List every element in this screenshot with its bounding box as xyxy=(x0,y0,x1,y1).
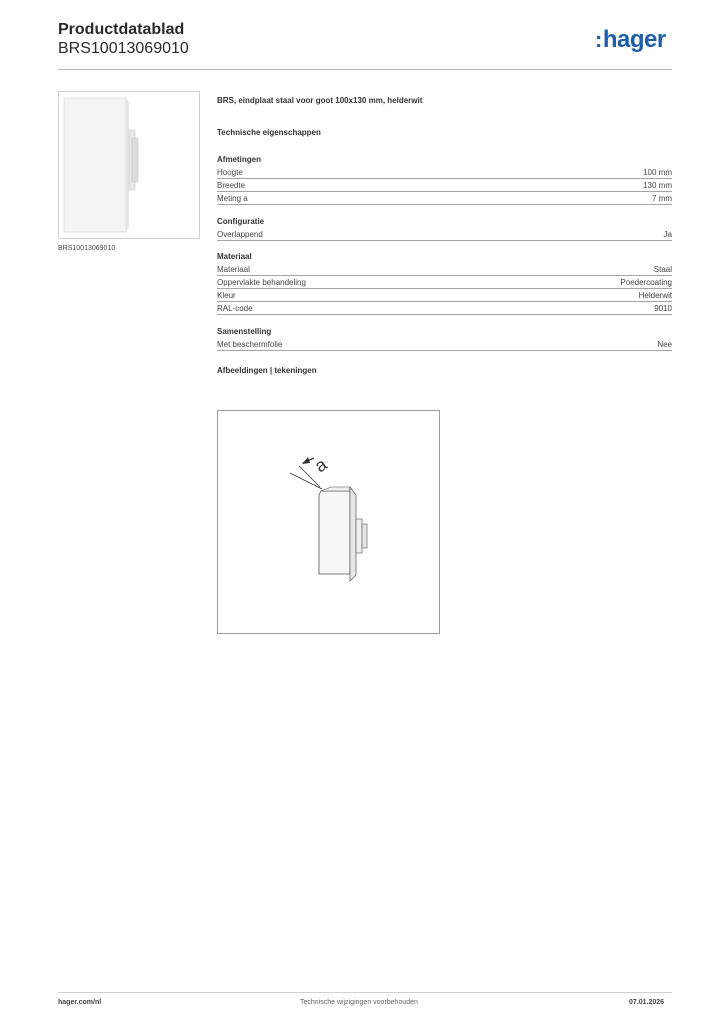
spec-row xyxy=(217,289,672,302)
section-title: Samenstelling xyxy=(217,327,272,336)
dimension-label: a xyxy=(310,454,331,477)
spec-row xyxy=(217,263,672,276)
product-code: BRS10013069010 xyxy=(58,40,189,57)
logo-text: hager xyxy=(602,26,666,53)
spec-label: RAL-code xyxy=(217,304,253,313)
spec-row xyxy=(217,166,672,179)
spec-label: Breedte xyxy=(217,181,246,190)
spec-label: Kleur xyxy=(217,291,236,300)
spec-label: Materiaal xyxy=(217,265,250,274)
spec-label: Oppervlakte behandeling xyxy=(217,278,306,287)
technical-drawing xyxy=(217,410,440,634)
footer-divider xyxy=(58,992,672,993)
drawings-heading: Afbeeldingen | tekeningen xyxy=(217,366,317,375)
footer-website-link[interactable]: hager.com/nl xyxy=(58,999,102,1006)
spec-value: Ja xyxy=(663,230,672,239)
spec-row xyxy=(217,228,672,241)
spec-row xyxy=(217,302,672,315)
spec-value: Helderwit xyxy=(638,291,672,300)
product-image-caption: BRS10013069010 xyxy=(58,245,116,252)
spec-row xyxy=(217,192,672,205)
spec-label: Hoogte xyxy=(217,168,243,177)
spec-label: Overlappend xyxy=(217,230,263,239)
footer-date: 07.01.2026 xyxy=(629,999,665,1006)
technical-heading: Technische eigenschappen xyxy=(217,128,321,137)
logo-dots-icon: : xyxy=(595,27,602,52)
section-title: Afmetingen xyxy=(217,155,261,164)
spec-row xyxy=(217,276,672,289)
product-title: BRS, eindplaat staal voor goot 100x130 mm, helderwit xyxy=(217,96,423,105)
section-materiaal xyxy=(217,251,672,315)
section-configuratie xyxy=(217,216,672,241)
product-details xyxy=(217,96,672,377)
spec-value: Nee xyxy=(657,340,672,349)
end-plate-photo-icon xyxy=(59,92,199,238)
spec-label: Met beschermfolie xyxy=(217,340,283,349)
section-samenstelling xyxy=(217,326,672,351)
footer-disclaimer: Technische wijzigingen voorbehouden xyxy=(300,999,418,1006)
section-afmetingen xyxy=(217,154,672,205)
spec-row xyxy=(217,179,672,192)
hager-logo xyxy=(595,26,666,54)
product-image xyxy=(58,91,200,239)
spec-value: Staal xyxy=(653,265,672,274)
header-divider xyxy=(58,69,672,70)
spec-value: Poedercoating xyxy=(620,278,672,287)
spec-value: 7 mm xyxy=(652,194,672,203)
spec-label: Meting a xyxy=(217,194,248,203)
page-title: Productdatablad xyxy=(58,21,185,38)
spec-value: 9010 xyxy=(654,304,672,313)
section-title: Configuratie xyxy=(217,217,265,226)
spec-value: 100 mm xyxy=(643,168,672,177)
end-plate-drawing-icon xyxy=(218,411,439,633)
spec-row xyxy=(217,338,672,351)
section-title: Materiaal xyxy=(217,252,252,261)
spec-value: 130 mm xyxy=(643,181,672,190)
